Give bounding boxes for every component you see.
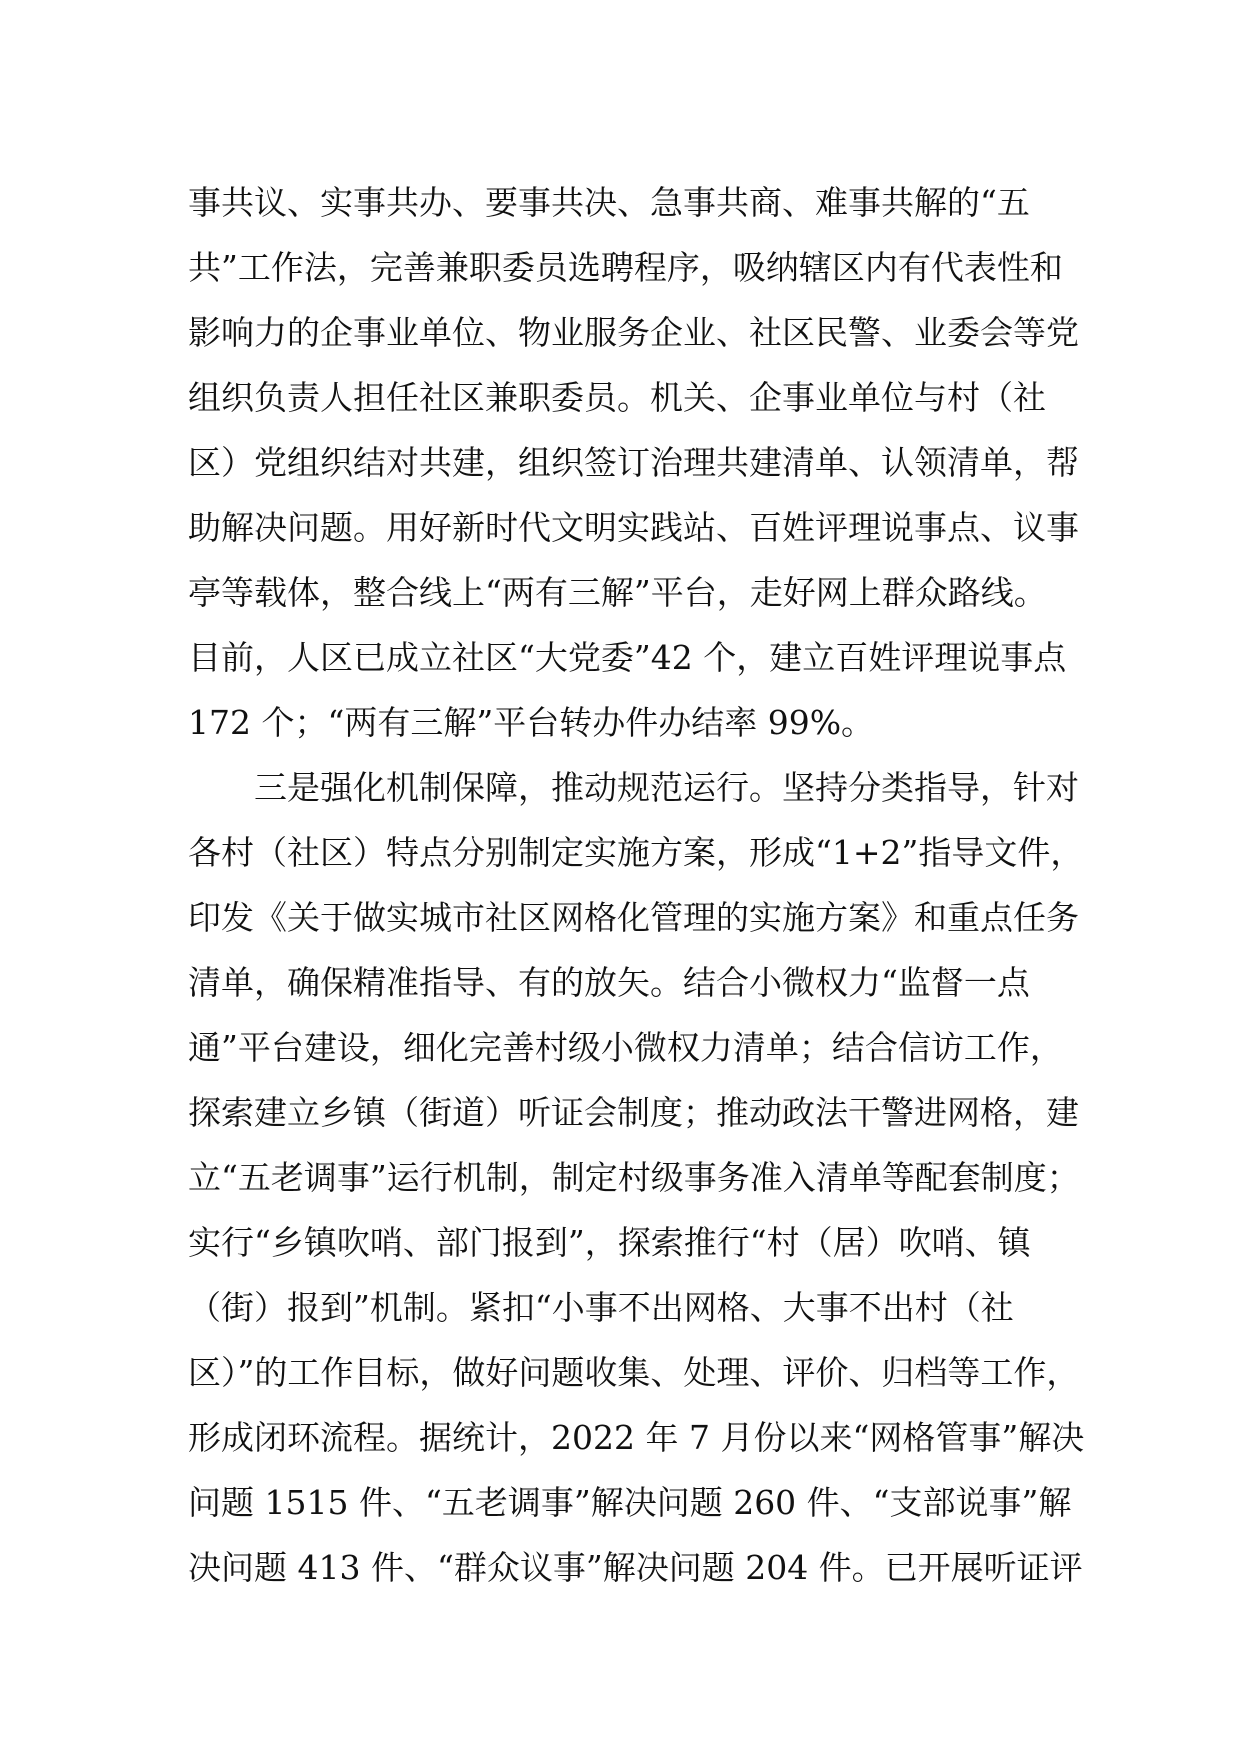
text-line: 形成闭环流程。据统计，2022 年 7 月份以来“网格管事”解决 [188, 1418, 1085, 1457]
text-line: 实行“乡镇吹哨、部门报到”，探索推行“村（居）吹哨、镇 [188, 1223, 1031, 1262]
text-line: 探索建立乡镇（街道）听证会制度；推动政法干警进网格，建 [188, 1093, 1079, 1132]
text-line: 172 个；“两有三解”平台转办件办结率 99%。 [188, 703, 875, 742]
text-line: 各村（社区）特点分别制定实施方案，形成“1+2”指导文件， [188, 833, 1084, 872]
text-line: 区）党组织结对共建，组织签订治理共建清单、认领清单，帮 [188, 443, 1079, 482]
text-line: 清单，确保精准指导、有的放矢。结合小微权力“监督一点 [188, 963, 1030, 1002]
text-line: 组织负责人担任社区兼职委员。机关、企事业单位与村（社 [188, 378, 1046, 417]
body-text [188, 170, 1088, 1600]
text-line: 事共议、实事共办、要事共决、急事共商、难事共解的“五 [188, 183, 1030, 222]
text-line: 共”工作法，完善兼职委员选聘程序，吸纳辖区内有代表性和 [188, 248, 1063, 287]
text-line: 通”平台建设，细化完善村级小微权力清单；结合信访工作， [188, 1028, 1063, 1067]
text-line: 助解决问题。用好新时代文明实践站、百姓评理说事点、议事 [188, 508, 1079, 547]
text-line: 目前，人区已成立社区“大党委”42 个，建立百姓评理说事点 [188, 638, 1067, 677]
text-line: 问题 1515 件、“五老调事”解决问题 260 件、“支部说事”解 [188, 1483, 1072, 1522]
text-line: 印发《关于做实城市社区网格化管理的实施方案》和重点任务 [188, 898, 1079, 937]
text-line: 决问题 413 件、“群众议事”解决问题 204 件。已开展听证评 [188, 1548, 1083, 1587]
text-line: 立“五老调事”运行机制，制定村级事务准入清单等配套制度； [188, 1158, 1080, 1197]
text-line: 亭等载体，整合线上“两有三解”平台，走好网上群众路线。 [188, 573, 1047, 612]
text-line: 三是强化机制保障，推动规范运行。坚持分类指导，针对 [188, 768, 1079, 807]
text-line: 影响力的企事业单位、物业服务企业、社区民警、业委会等党 [188, 313, 1079, 352]
text-line: 区）”的工作目标，做好问题收集、处理、评价、归档等工作， [188, 1353, 1080, 1392]
text-line: （街）报到”机制。紧扣“小事不出网格、大事不出村（社 [188, 1288, 1014, 1327]
